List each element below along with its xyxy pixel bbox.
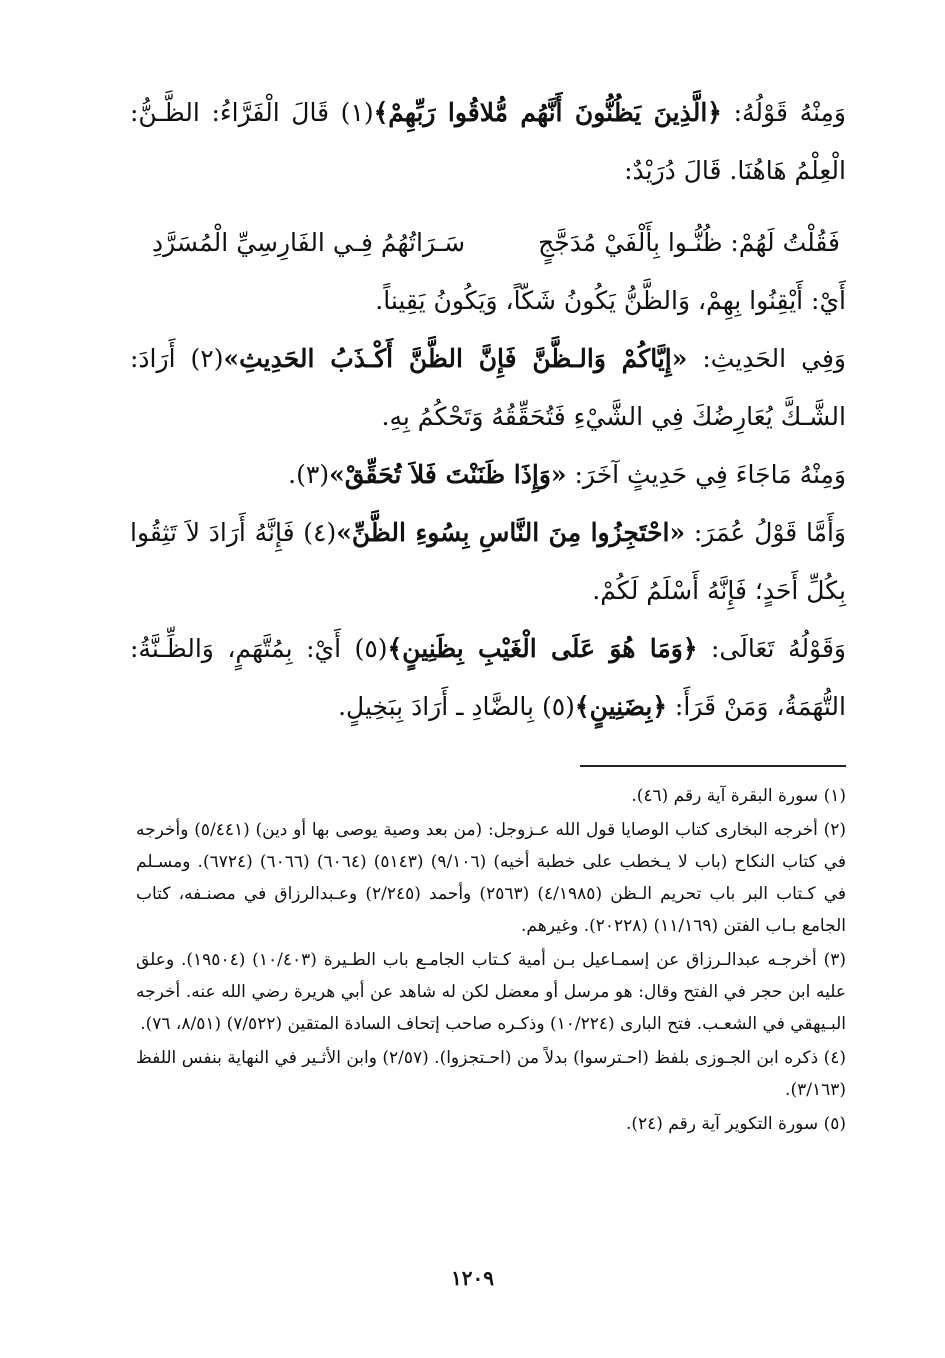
text-span: وَفِي الحَدِيثِ: [687,344,846,373]
text-span: وَمِنْهُ قَوْلُهُ: [721,98,846,127]
quran-quote: ﴿الَّذِينَ يَظُنُّونَ أَنَّهُم مُّلاقُوا رَبِّهِمْ﴾ [373,98,722,127]
footnote-5: (٥) سورة التكوير آية رقم (٢٤). [625,1114,846,1134]
page-number: ١٢٠٩ [451,1266,494,1290]
text-span: (٢) أَرَادَ: الشَّـكَّ يُعَارِضُكَ فِي الشَّيْءِ فَتُحَقِّقُهُ وَتَحْكُمُ بِهِ. [130,344,846,431]
paragraph-4 [130,446,846,504]
text-span: (٤) فَإِنَّهُ أَرَادَ لاَ تَثِقُوا بِكُلِّ أَحَدٍ؛ فَإِنَّهُ أَسْلَمُ لَكُمْ. [130,518,846,605]
footnotes [136,778,846,1140]
text-span: وَقَوْلُهُ تَعَالَى: [697,634,846,663]
text-span: (٥) بِالضَّادِ ـ أَرَادَ بِبَخِيلٍ. [338,692,575,721]
verse-second-hemistich: سَـرَاتُهُمُ فِـي الفَارِسِيِّ الْمُسَرَّدِ [152,228,466,257]
text-span: وَأَمَّا قَوْلُ عُمَرَ: [685,518,846,547]
text-span: وَمِنْهُ مَاجَاءَ فِي حَدِيثٍ آخَرَ: [566,460,846,489]
text-span: (٥) أَيْ: بِمُتَّهَمٍ، وَالظِّـنَّةُ: التُّهَمَةُ، وَمَنْ قَرَأَ: [130,634,846,721]
paragraph-1 [130,84,846,200]
text-span: (١) قَالَ الْفَرَّاءُ: الظَّـنُّ: الْعِلْمُ هَاهُنَا. قَالَ دُرَيْدٌ: [130,98,846,185]
footnote-4: (٤) ذكره ابن الجـوزى بلفظ (احـترسوا) بدلاً من (احـتجزوا). (٢/٥٧) وابن الأثـير في النهاية بنفس اللفظ (٣/١٦٣). [136,1048,846,1100]
quran-quote: ﴿وَمَا هُوَ عَلَى الْغَيْبِ بِظَنِينٍ﴾ [387,634,698,663]
quran-quote: ﴿بِضَنِينٍ﴾ [574,692,667,721]
footnote-separator [580,765,846,767]
hadith-quote: «وَإِذَا ظَنَنْتَ فَلاَ تُحَقِّقْ» [329,460,567,489]
hadith-quote: «إِيَّاكُمْ وَالـظَّنَّ فَإِنَّ الظَّنَّ أَكْـذَبُ الحَدِيثِ» [223,344,688,373]
paragraph-3 [130,330,846,446]
poetry-verse [130,200,846,272]
main-text [130,84,846,736]
paragraph-2: أَيْ: أَيْقِنُوا بِهِمْ، وَالظَّنُّ يَكُونُ شَكّاً، وَيَكُونُ يَقِيناً. [375,286,846,315]
footnote-1: (١) سورة البقرة آية رقم (٤٦). [631,786,846,806]
hadith-quote: «احْتَجِزُوا مِنَ النَّاسِ بِسُوءِ الظَّنِّ» [336,518,686,547]
footnote-3: (٣) أخرجـه عبدالـرزاق عن إسمـاعيل بـن أمية كـتاب الجامـع باب الطـيرة (١٠/٤٠٣) (١٩٥٠٤). وعلق عليه ابن حجر في الفتح وقال: هو مرسل أو معضل لكن له شاهد عن أبي هريرة رضي الله عنه. أخرجه البـيهقي في الشعـب. فتح البارى (١٠/٢٢٤) وذكـره صاحب إتحاف السادة المتقين (٧/٥٢٢) (٨/٥١، ٧٦). [136,950,847,1034]
footnote-2: (٢) أخرجه البخارى كتاب الوصايا قول الله عـزوجل: (من بعد وصية يوصى بها أو دين) (٥/٤٤١) وأخرجه في كتاب النكاح (باب لا يـخطب على خطبة أخيه) (٩/١٠٦) (٥١٤٣) (٦٠٦٤) (٦٠٦٦) (٦٧٢٤). ومسـلم في كـتاب البر باب تحريم الـظن (٤/١٩٨٥) (٢٥٦٣) وأحمد (٢/٢٤٥) وعـبدالرزاق في مصنـفه، كتاب الجامع بـاب الفتن (١١/١٦٩) (٢٠٢٢٨). وغيرهم. [136,820,847,936]
paragraph-6 [130,620,846,736]
text-span: (٣). [288,460,330,489]
verse-first-hemistich: فَقُلْتُ لَهُمْ: ظُنُّـوا بِأَلْفَيْ مُدَجَّجٍ [538,228,840,257]
paragraph-5 [130,504,846,620]
